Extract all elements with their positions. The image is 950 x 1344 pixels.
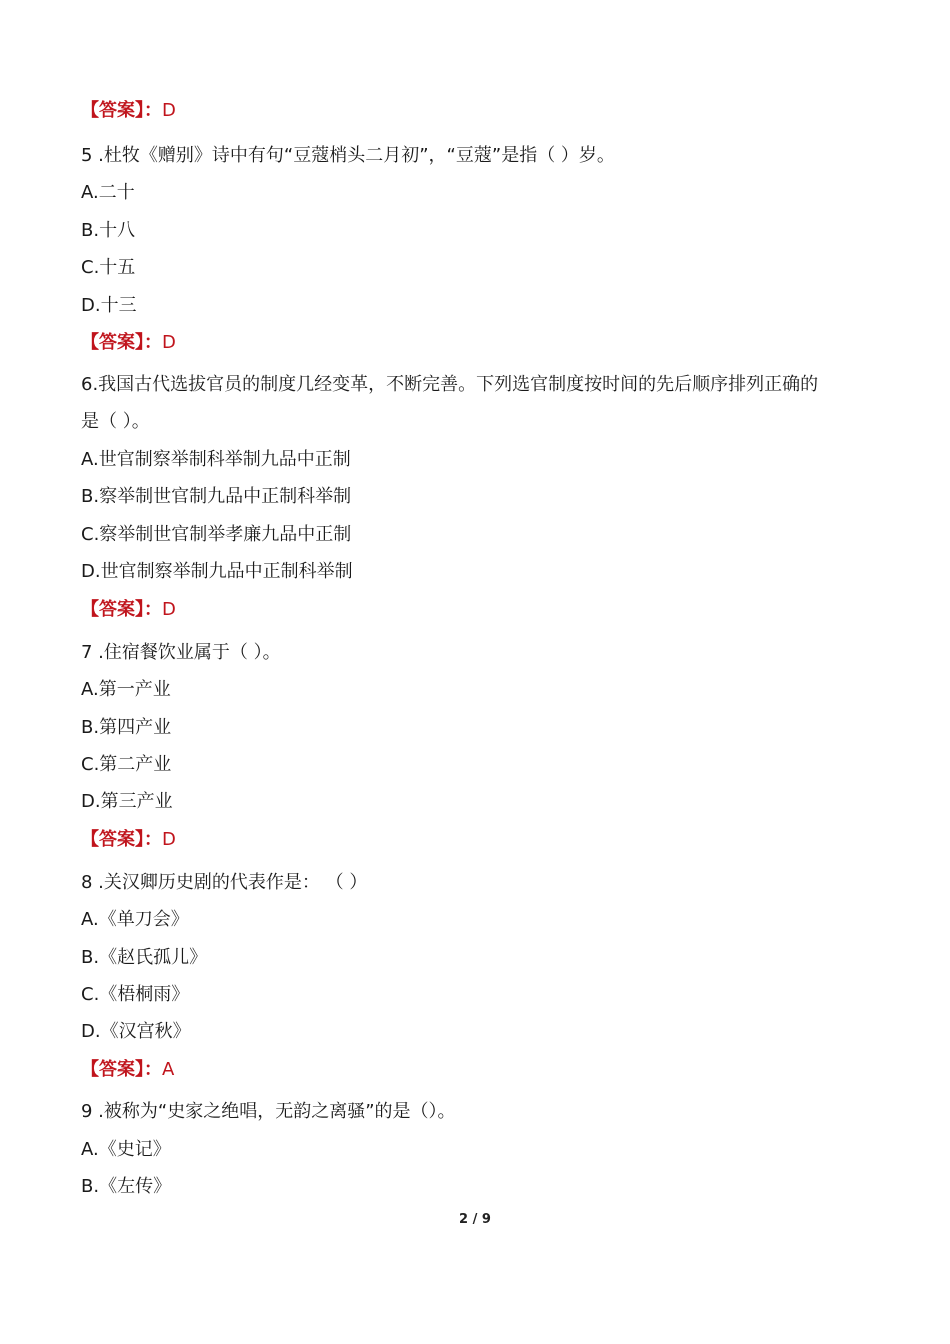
question-9-option-b: B.《左传》 (81, 1176, 172, 1197)
question-8-option-b: B.《赵氏孤儿》 (81, 947, 208, 968)
question-7-option-a: A.第一产业 (81, 679, 171, 700)
question-8-option-c: C.《梧桐雨》 (81, 984, 190, 1005)
question-7-stem: 7 .住宿餐饮业属于（ ）。 (81, 642, 281, 663)
answer-label: 【答案】： (81, 332, 162, 353)
question-5-option-a: A.二十 (81, 182, 135, 203)
answer-line (81, 828, 176, 852)
answer-line (81, 99, 176, 123)
question-8-option-a: A.《单刀会》 (81, 909, 189, 930)
question-7-option-c: C.第二产业 (81, 754, 172, 775)
question-7-option-d: D.第三产业 (81, 791, 173, 812)
question-5-stem: 5 .杜牧《赠别》诗中有句“豆蔻梢头二月初”，“豆蔻”是指（ ）岁。 (81, 145, 615, 166)
answer-value: D (162, 829, 176, 850)
question-8-stem: 8 .关汉卿历史剧的代表作是： （ ） (81, 872, 368, 893)
question-5-option-c: C.十五 (81, 257, 136, 278)
answer-label: 【答案】： (81, 100, 162, 121)
question-6-option-c: C.察举制世官制举孝廉九品中正制 (81, 524, 352, 545)
answer-line (81, 598, 176, 622)
page-number: 2 / 9 (459, 1212, 491, 1227)
question-6-option-b: B.察举制世官制九品中正制科举制 (81, 486, 352, 507)
answer-value: D (162, 100, 176, 121)
question-9-stem: 9 .被称为“史家之绝唱，无韵之离骚”的是（）。 (81, 1101, 456, 1122)
question-8-option-d: D.《汉宫秋》 (81, 1021, 191, 1042)
answer-value: D (162, 332, 176, 353)
answer-line (81, 331, 176, 355)
question-5-option-d: D.十三 (81, 295, 137, 316)
answer-value: A (162, 1059, 175, 1080)
question-6-stem-line-2: 是（ ）。 (81, 411, 150, 432)
question-9-option-a: A.《史记》 (81, 1139, 171, 1160)
answer-line (81, 1058, 174, 1082)
question-7-option-b: B.第四产业 (81, 717, 172, 738)
question-6-option-d: D.世官制察举制九品中正制科举制 (81, 561, 353, 582)
answer-label: 【答案】： (81, 1059, 162, 1080)
answer-label: 【答案】： (81, 829, 162, 850)
question-6-stem-line-1: 6.我国古代选拔官员的制度几经变革，不断完善。下列选官制度按时间的先后顺序排列正确的 (81, 374, 819, 395)
answer-value: D (162, 599, 176, 620)
question-6-option-a: A.世官制察举制科举制九品中正制 (81, 449, 351, 470)
question-5-option-b: B.十八 (81, 220, 136, 241)
answer-label: 【答案】： (81, 599, 162, 620)
